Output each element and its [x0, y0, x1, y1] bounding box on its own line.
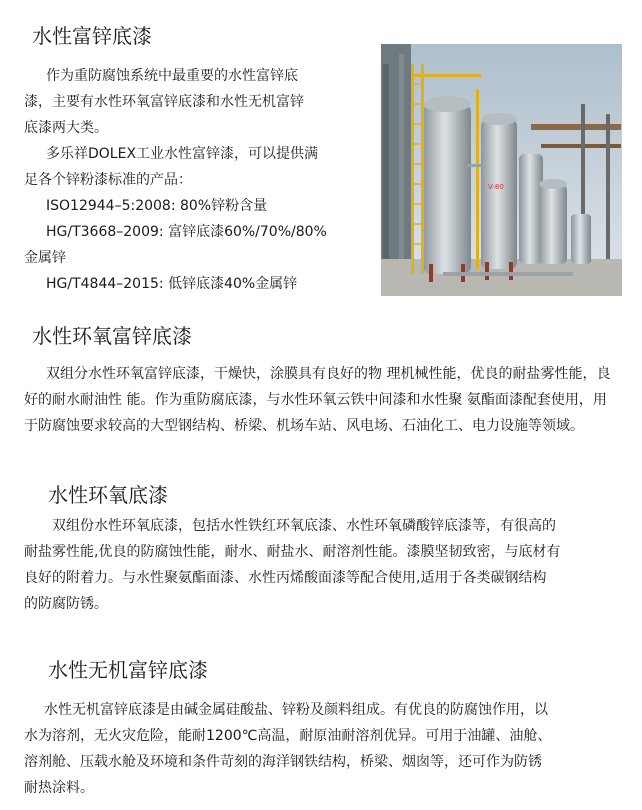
text-line: HG/T4844–2015: 低锌底漆40%金属锌 [46, 276, 298, 292]
text-line: 耐热涂料。 [24, 780, 94, 796]
text-line: 于防腐蚀要求较高的大型钢结构、桥梁、机场车站、风电场、石油化工、电力设施等领域。 [24, 418, 584, 434]
text-line: 双组份水性环氧底漆，包括水性铁红环氧底漆、水性环氧磷酸锌底漆等，有很高的 [52, 518, 556, 534]
text-line: 双组分水性环氧富锌底漆，干燥快，涂膜具有良好的物 理机械性能，优良的耐盐雾性能，良 [46, 366, 611, 382]
text-line: 耐盐雾性能,优良的防腐蚀性能，耐水、耐盐水、耐溶剂性能。漆膜坚韧致密，与底材有 [24, 544, 561, 560]
section3-body [24, 513, 560, 617]
industrial-tanks-photo [381, 44, 622, 296]
text-line: 好的耐水耐油性 能。作为重防腐底漆，与水性环氧云铁中间漆和水性聚 氨酯面漆配套使用，用 [24, 392, 607, 408]
section4-body [24, 697, 551, 801]
text-line: 溶剂舱、压载水舱及环境和条件苛刻的海洋钢铁结构，桥梁、烟囱等，还可作为防锈 [24, 754, 542, 770]
text-line: 金属锌 [24, 250, 66, 266]
text-line: HG/T3668–2009: 富锌底漆60%/70%/80% [46, 224, 327, 240]
section1-body [24, 63, 327, 297]
section-title-waterborne-inorganic-zinc-rich-primer: 水性无机富锌底漆 [48, 658, 208, 682]
text-line: 漆，主要有水性环氧富锌底漆和水性无机富锌 [24, 94, 304, 110]
text-line: 足各个锌粉漆标准的产品： [24, 172, 192, 188]
tank-label: V-80 [488, 183, 504, 191]
text-line: 水为溶剂，无火灾危险，能耐1200℃高温，耐原油耐溶剂优异。可用于油罐、油舱、 [24, 728, 552, 744]
section2-body [24, 361, 610, 439]
text-line: ISO12944–5:2008: 80%锌粉含量 [46, 198, 268, 214]
text-line: 良好的附着力。与水性聚氨酯面漆、水性丙烯酸面漆等配合使用,适用于各类碳钢结构 [24, 570, 547, 586]
text-line: 多乐祥DOLEX工业水性富锌漆，可以提供满 [46, 146, 319, 162]
text-line: 底漆两大类。 [24, 120, 108, 136]
section-title-waterborne-epoxy-primer: 水性环氧底漆 [48, 483, 168, 507]
text-line: 的防腐防锈。 [24, 596, 108, 612]
section-title-waterborne-zinc-rich-primer: 水性富锌底漆 [32, 24, 152, 48]
text-line: 水性无机富锌底漆是由碱金属硅酸盐、锌粉及颜料组成。有优良的防腐蚀作用，以 [44, 702, 548, 718]
text-line: 作为重防腐蚀系统中最重要的水性富锌底 [46, 68, 298, 84]
section-title-waterborne-epoxy-zinc-rich-primer: 水性环氧富锌底漆 [32, 324, 192, 348]
